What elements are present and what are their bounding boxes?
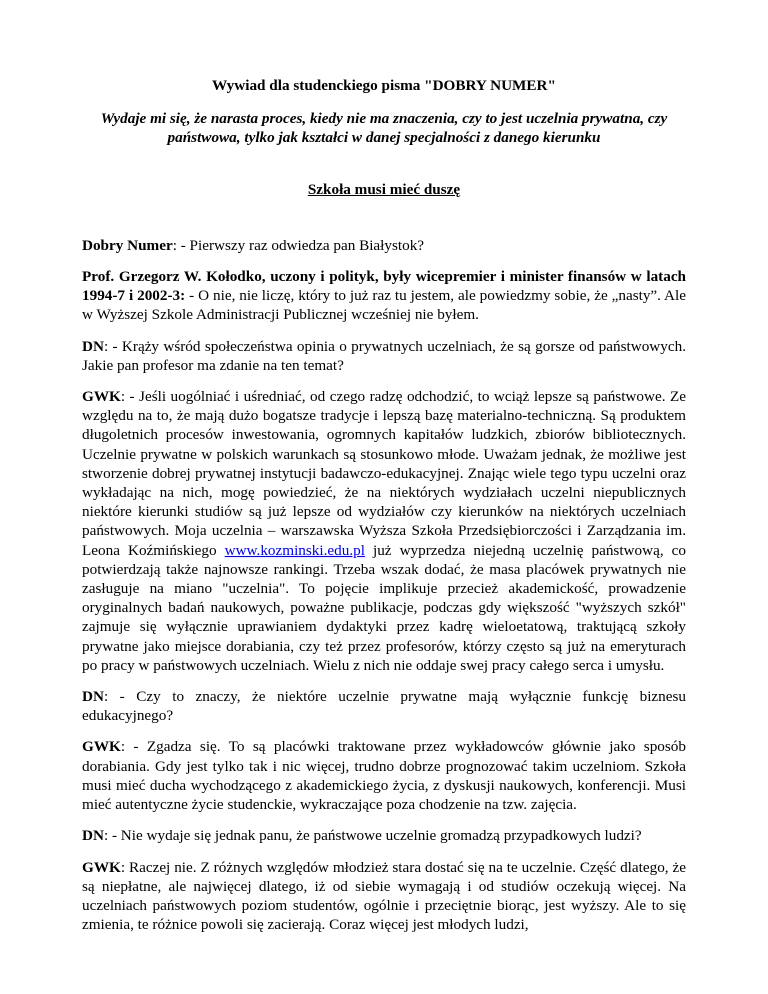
speaker-description: , uczony i polityk, były wicepremier i minister finansów w latach 1994-7 i 2002-3: [82,268,687,305]
paragraph-text: : - Nie wydaje się jednak panu, że państwowe uczelnie gromadzą przypadkowych ludzi? [103,827,642,845]
interview-paragraph [82,858,686,935]
paragraph-text: : - Krąży wśród społeczeństwa opinia o prywatnych uczelniach, że są gorsze od państwowych. Jakie pan profesor ma zdanie na ten temat? [82,337,686,374]
paragraph-text: : Raczej nie. Z różnych względów młodzież stara dostać się na te uczelnie. Część dlatego, że są niepłatne, ale najwięcej dlatego, iż od siebie wymagają i od studiów oczekują więcej. Na uczelniach państwowych poziom studentów, ogólnie i przeciętnie biorąc, jest wyższy. Ale to się zmienia, te różnice powoli się zacierają. Coraz więcej jest młodych ludzi, [82,858,686,934]
paragraph-text: : - Pierwszy raz odwiedza pan Białystok? [172,236,425,254]
paragraph-text: : - Jeśli uogólniać i uśredniać, od czego radzę odchodzić, to wciąż lepsze są państwowe. Ze względu na to, że mają dużo bogatsze tradycje i lepszą bazę materialno-techniczną. Są produktem długoletnich procesów inwestowania, ogromnych kapitałów ludzkich, zbiorów bibliotecznych. Uczelnie prywatne w polskich warunkach są stosunkowo młode. Uważam jednak, że możliwe jest stworzenie dobrej prywatnej instytucji badawczo-edukacyjnej. Znając wiele tego typu uczelni oraz wykładając na nich, mogę powiedzieć, że na niektórych wydziałach uczelni niepublicznych niektóre kierunki studiów są już lepsze od wydziałów czy kierunków na niektórych uczelniach państwowych. Moja uczelnia – warszawska Wyższa Szkoła Przedsiębiorczości i Zarządzania im. Leona Koźmińskiego [82,388,686,559]
section-title: Szkoła musi mieć duszę [307,180,461,198]
speaker-name: DN [82,688,104,706]
paragraph-text: : - Zgadza się. To są placówki traktowane przez wykładowców głównie jako sposób dorabiania. Gdy jest tylko tak i nic więcej, trudno dobrze prognozować takim uczelniom. Szkoła musi mieć ducha wychodzącego z akademickiego życia, z dyskusji naukowych, konferencji. Musi mieć autentyczne życie studenckie, wykraczające poza chodzenie na tzw. zajęcia. [82,738,686,814]
paragraph-text: - O nie, nie liczę, który to już raz tu jestem, ale powiedzmy sobie, że „nasty”. Ale w Wyższej Szkole Administracji Publicznej wcześniej nie byłem. [82,287,686,324]
interview-paragraph [82,337,686,375]
speaker-name: GWK [82,738,121,756]
speaker-name: DN [82,337,104,355]
paragraph-text: : - Czy to znaczy, że niektóre uczelnie prywatne mają wyłącznie funkcję biznesu edukacyjnego? [82,688,686,725]
speaker-name: GWK [82,388,121,406]
interview-paragraph [82,387,686,675]
interview-paragraph [82,737,686,814]
interview-paragraph [82,826,686,845]
university-link[interactable]: www.kozminski.edu.pl [224,541,365,559]
interview-paragraph [82,687,686,725]
document-title: Wywiad dla studenckiego pisma "DOBRY NUMER" [212,77,556,94]
lead-quote: Wydaje mi się, że narasta proces, kiedy nie ma znaczenia, czy to jest uczelnia prywatna, czy państwowa, tylko jak kształci w danej specjalności z danego kierunku [100,110,668,147]
speaker-name: Dobry Numer [82,236,173,254]
speaker-name: Prof. Grzegorz W. Kołodko [82,268,262,286]
interview-paragraph [82,267,686,325]
speaker-name: GWK [82,858,121,876]
paragraph-text-continued: już wyprzedza niejedną uczelnię państwową, co potwierdzają także najnowsze rankingi. Trzeba wszak dodać, że masa placówek prywatnych nie zasługuje na miano "uczelnia". To pojęcie implikuje przecież akademickość, prowadzenie oryginalnych badań naukowych, poważne publikacje, podczas gdy większość "wyższych szkół" zajmuje się wyłącznie uprawianiem dydaktyki przez kadrę wieloetatową, traktującą szkoły prywatne jako miejsce dorabiania, czy też przez profesorów, którzy często są już na emeryturach po pracy w państwowych uczelniach. Wielu z nich nie oddaje swej pracy całego serca i umysłu. [82,541,686,674]
speaker-name: DN [82,827,104,845]
interview-paragraph [82,236,686,255]
